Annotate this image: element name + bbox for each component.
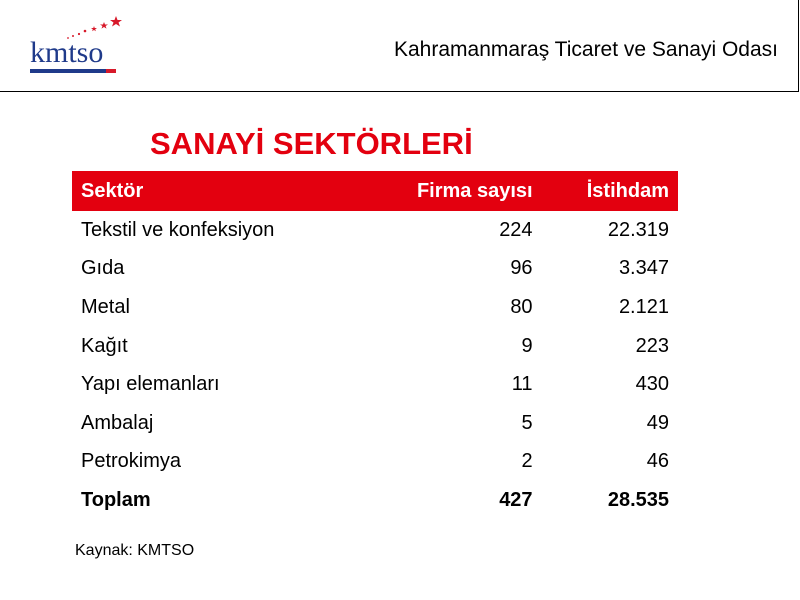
cell-firm-count: 224: [499, 218, 533, 241]
header-employment: İstihdam: [542, 171, 678, 211]
page-title: SANAYİ SEKTÖRLERİ: [150, 126, 473, 161]
cell-employment: 430: [635, 373, 669, 396]
cell-firm-count: 96: [510, 257, 533, 280]
cell-firm-count: 11: [511, 373, 533, 396]
cell-sector: Metal: [81, 295, 130, 318]
cell-sector: Kağıt: [81, 334, 128, 357]
kmtso-logo: [28, 14, 128, 80]
cell-firm-count: 2: [521, 450, 533, 473]
cell-firm-count: 80: [510, 295, 533, 318]
total-firm-count: 427: [499, 488, 533, 511]
cell-sector: Tekstil ve konfeksiyon: [81, 218, 275, 241]
table-row: [72, 250, 678, 289]
table-row: [72, 327, 678, 366]
table-row: [72, 288, 678, 327]
cell-sector: Petrokimya: [81, 450, 182, 473]
total-employment: 28.535: [607, 488, 669, 511]
header-bar: [0, 0, 799, 92]
cell-sector: Ambalaj: [81, 411, 154, 434]
table-row: [72, 404, 678, 443]
cell-sector: Gıda: [81, 257, 125, 280]
header-sector: Sektör: [72, 171, 360, 211]
cell-sector: Yapı elemanları: [81, 373, 220, 396]
table-total-row: [72, 481, 678, 520]
total-label: Toplam: [81, 488, 151, 511]
cell-firm-count: 5: [521, 411, 533, 434]
header-title: Kahramanmaraş Ticaret ve Sanayi Odası: [393, 38, 778, 61]
cell-firm-count: 9: [521, 334, 533, 357]
table-row: [72, 365, 678, 404]
header-firm-count: Firma sayısı: [360, 171, 542, 211]
table-header-row: [72, 171, 678, 211]
cell-employment: 2.121: [618, 295, 669, 318]
sectors-table: [72, 171, 678, 520]
cell-employment: 3.347: [618, 257, 669, 280]
cell-employment: 22.319: [607, 218, 669, 241]
svg-text:kmtso: kmtso: [30, 36, 104, 69]
table-row: [72, 443, 678, 482]
table-row: [72, 211, 678, 250]
cell-employment: 223: [635, 334, 669, 357]
cell-employment: 46: [646, 450, 669, 473]
cell-employment: 49: [646, 411, 669, 434]
source-note: Kaynak: KMTSO: [75, 542, 195, 559]
